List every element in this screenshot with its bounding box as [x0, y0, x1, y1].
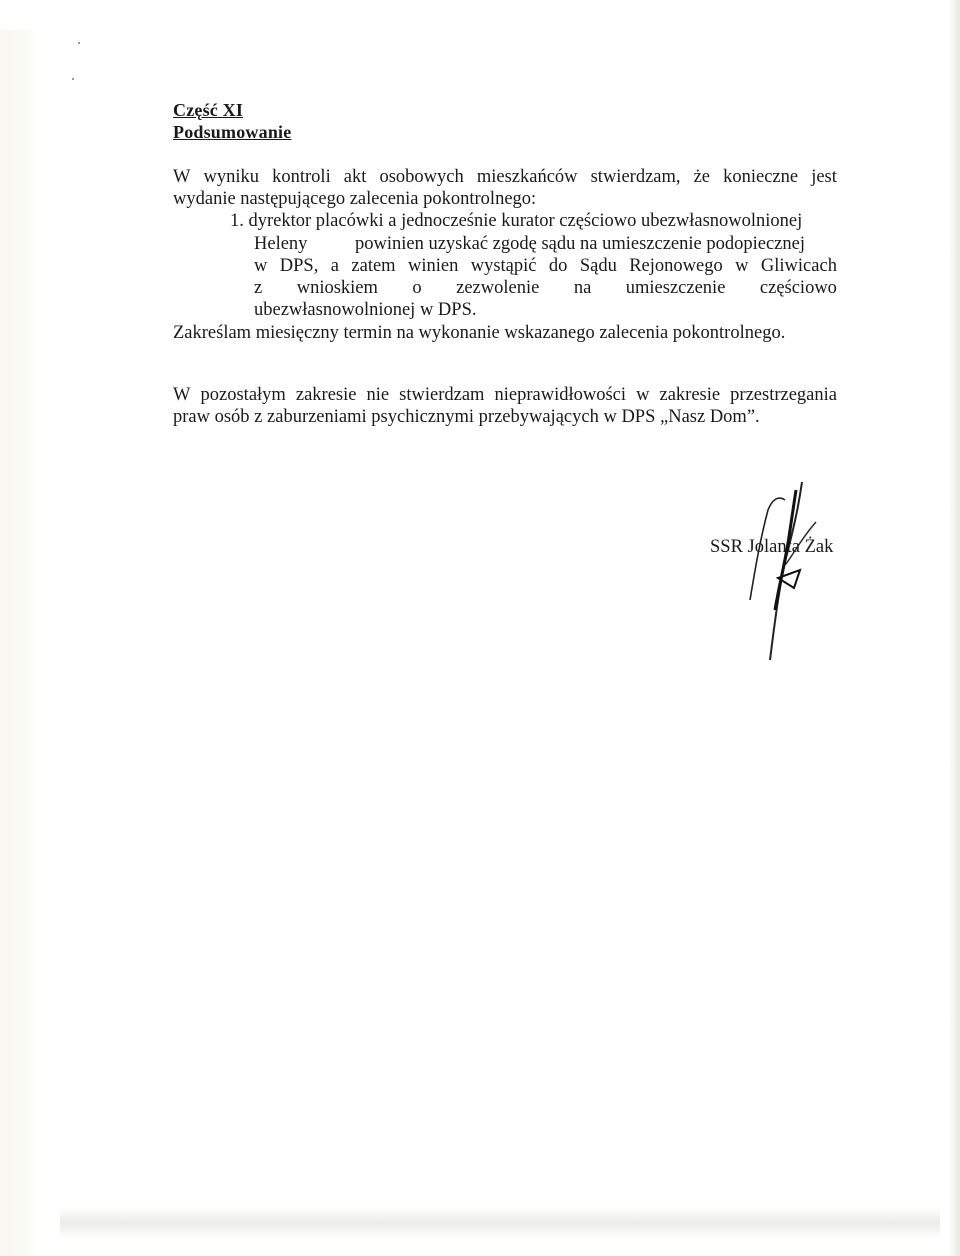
scan-right-edge: [950, 0, 960, 1256]
handwritten-signature: [730, 470, 840, 670]
word: stwierdzam,: [590, 167, 681, 187]
word: nie: [366, 385, 390, 405]
word: konieczne: [723, 167, 799, 187]
intro-line-1: [173, 166, 837, 188]
word: że: [693, 167, 711, 187]
word: przestrzegania: [730, 385, 837, 405]
word: W: [173, 385, 191, 405]
word: wyniku: [203, 167, 260, 187]
word: częściowo: [759, 278, 837, 298]
word: Gliwicach: [760, 256, 837, 276]
word: wnioskiem: [296, 278, 378, 298]
intro-line-2: wydanie następującego zalecenia pokontrolnego:: [173, 189, 537, 209]
recommendation-item-line-3: [254, 255, 837, 277]
scan-speck: [72, 78, 74, 80]
word: jest: [811, 167, 837, 187]
word: do: [548, 256, 568, 276]
section-part-heading: Część XI: [173, 100, 244, 120]
signature-name: SSR Jolanta Żak: [710, 537, 834, 557]
word: W: [173, 167, 191, 187]
recommendation-item-line-4: [254, 277, 837, 299]
word: a: [330, 256, 339, 276]
word: zatem: [351, 256, 396, 276]
scan-bottom-smudge: [60, 1208, 940, 1238]
word: w: [735, 256, 749, 276]
word: osobowych: [379, 167, 464, 187]
word: pozostałym: [200, 385, 286, 405]
word: w: [636, 385, 650, 405]
word: o: [412, 278, 422, 298]
word: winien: [407, 256, 459, 276]
closing-line-1: [173, 384, 837, 406]
scan-left-edge: [0, 30, 40, 1256]
word: umieszczenie: [625, 278, 726, 298]
section-title-heading: Podsumowanie: [173, 122, 292, 142]
word: wystąpić: [470, 256, 537, 276]
word: zakresie: [295, 385, 357, 405]
word: Rejonowego: [629, 256, 723, 276]
word: mieszkańców: [476, 167, 578, 187]
closing-line-2: praw osób z zaburzeniami psychicznymi przebywających w DPS „Nasz Dom”.: [173, 407, 760, 427]
recommendation-item-line-2a: Heleny: [254, 234, 308, 254]
word: akt: [343, 167, 367, 187]
deadline-sentence: Zakreślam miesięczny termin na wykonanie wskazanego zalecenia pokontrolnego.: [173, 323, 786, 343]
word: kontroli: [272, 167, 331, 187]
word: na: [573, 278, 592, 298]
recommendation-item-line-5: ubezwłasnowolnionej w DPS.: [254, 300, 477, 320]
recommendation-item-line-2b: powinien uzyskać zgodę sądu na umieszczenie podopiecznej: [355, 234, 805, 254]
scan-speck: [78, 42, 80, 44]
word: Sądu: [579, 256, 617, 276]
word: zakresie: [659, 385, 721, 405]
word: stwierdzam: [399, 385, 485, 405]
word: z: [254, 278, 263, 298]
word: w: [254, 256, 268, 276]
word: DPS,: [279, 256, 319, 276]
word: nieprawidłowości: [494, 385, 627, 405]
recommendation-item-line-1: 1. dyrektor placówki a jednocześnie kurator częściowo ubezwłasnowolnionej: [230, 211, 803, 231]
word: zezwolenie: [456, 278, 540, 298]
